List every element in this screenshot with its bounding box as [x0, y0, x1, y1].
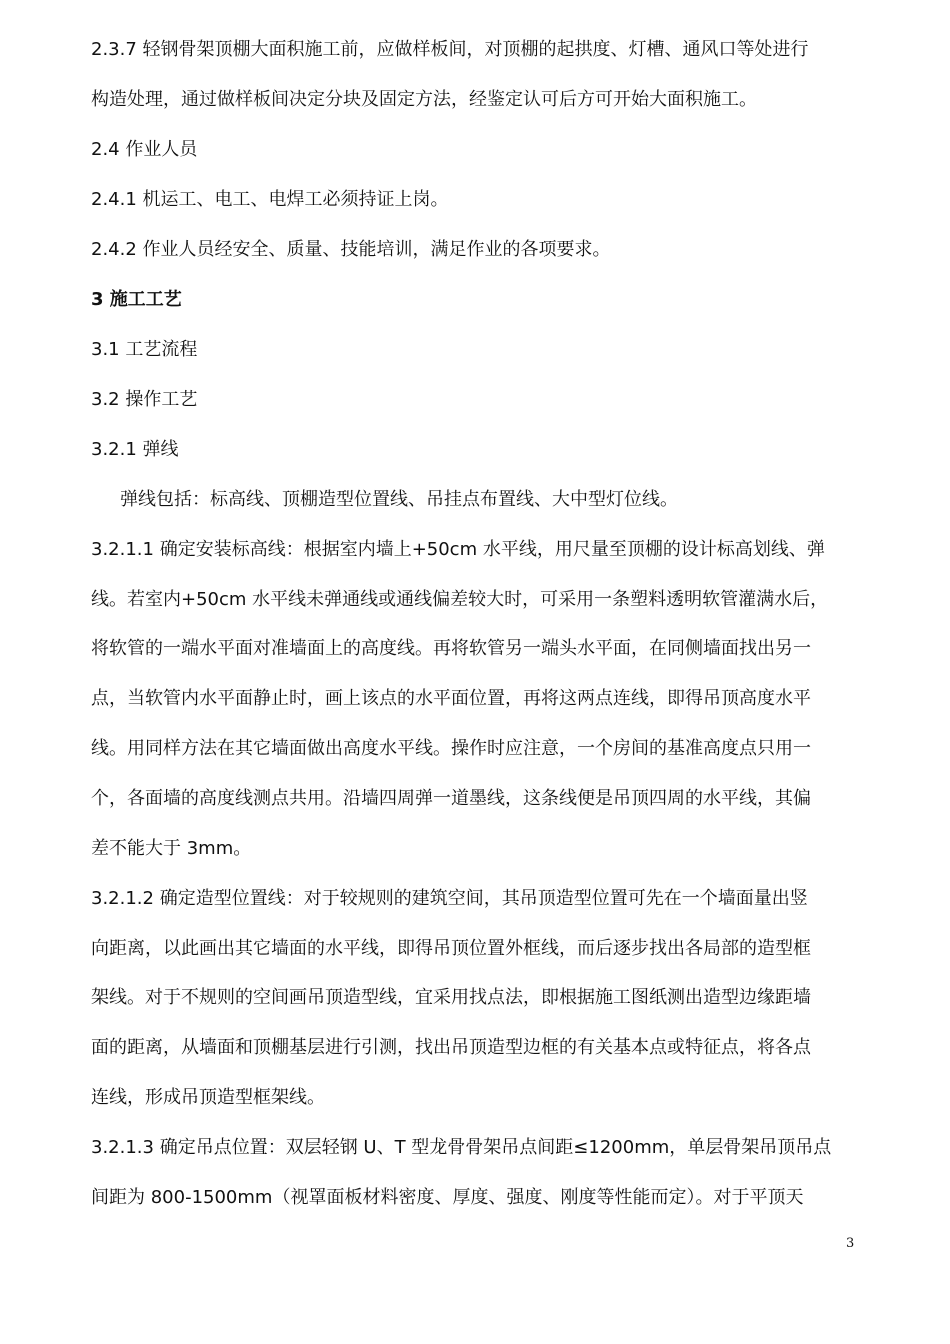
section-heading-3-1: 3.1 工艺流程	[91, 339, 198, 360]
text-line: 架线。对于不规则的空间画吊顶造型线，宜采用找点法，即根据施工图纸测出造型边缘距墙	[91, 987, 811, 1008]
text-line: 将软管的一端水平面对准墙面上的高度线。再将软管另一端头水平面，在同侧墙面找出另一	[91, 638, 811, 659]
section-heading-3-2: 3.2 操作工艺	[91, 389, 198, 410]
text-line: 线。用同样方法在其它墙面做出高度水平线。操作时应注意，一个房间的基准高度点只用一	[91, 738, 811, 759]
text-line: 面的距离，从墙面和顶棚基层进行引测，找出吊顶造型边框的有关基本点或特征点，将各点	[91, 1037, 811, 1058]
text-line: 构造处理，通过做样板间决定分块及固定方法，经鉴定认可后方可开始大面积施工。	[91, 89, 757, 110]
text-line: 弹线包括：标高线、顶棚造型位置线、吊挂点布置线、大中型灯位线。	[120, 489, 678, 510]
text-line: 间距为 800-1500mm（视罩面板材料密度、厚度、强度、刚度等性能而定）。对于平顶天	[91, 1187, 804, 1208]
section-heading-2-4: 2.4 作业人员	[91, 139, 198, 160]
text-line: 向距离，以此画出其它墙面的水平线，即得吊顶位置外框线，而后逐步找出各局部的造型框	[91, 938, 811, 959]
text-line: 个，各面墙的高度线测点共用。沿墙四周弹一道墨线，这条线便是吊顶四周的水平线，其偏	[91, 788, 811, 809]
text-line: 连线，形成吊顶造型框架线。	[91, 1087, 325, 1108]
text-line: 3.2.1.3 确定吊点位置：双层轻钢 U、T 型龙骨骨架吊点间距≤1200mm，单层骨架吊顶吊点	[91, 1137, 832, 1158]
text-line: 3.2.1.1 确定安装标高线：根据室内墙上+50cm 水平线，用尺量至顶棚的设计标高划线、弹	[91, 539, 825, 560]
page-number: 3	[846, 1236, 855, 1251]
text-line: 2.4.2 作业人员经安全、质量、技能培训，满足作业的各项要求。	[91, 239, 611, 260]
section-heading-3-2-1: 3.2.1 弹线	[91, 439, 179, 460]
text-line: 线。若室内+50cm 水平线未弹通线或通线偏差较大时，可采用一条塑料透明软管灌满水后，	[91, 589, 829, 610]
text-line: 点，当软管内水平面静止时，画上该点的水平面位置，再将这两点连线，即得吊顶高度水平	[91, 688, 811, 709]
text-line: 2.3.7 轻钢骨架顶棚大面积施工前，应做样板间，对顶棚的起拱度、灯槽、通风口等处进行	[91, 39, 809, 60]
text-line: 3.2.1.2 确定造型位置线：对于较规则的建筑空间，其吊顶造型位置可先在一个墙面量出竖	[91, 888, 808, 909]
chapter-heading-3: 3 施工工艺	[91, 289, 182, 310]
text-line: 2.4.1 机运工、电工、电焊工必须持证上岗。	[91, 189, 449, 210]
text-line: 差不能大于 3mm。	[91, 838, 252, 859]
